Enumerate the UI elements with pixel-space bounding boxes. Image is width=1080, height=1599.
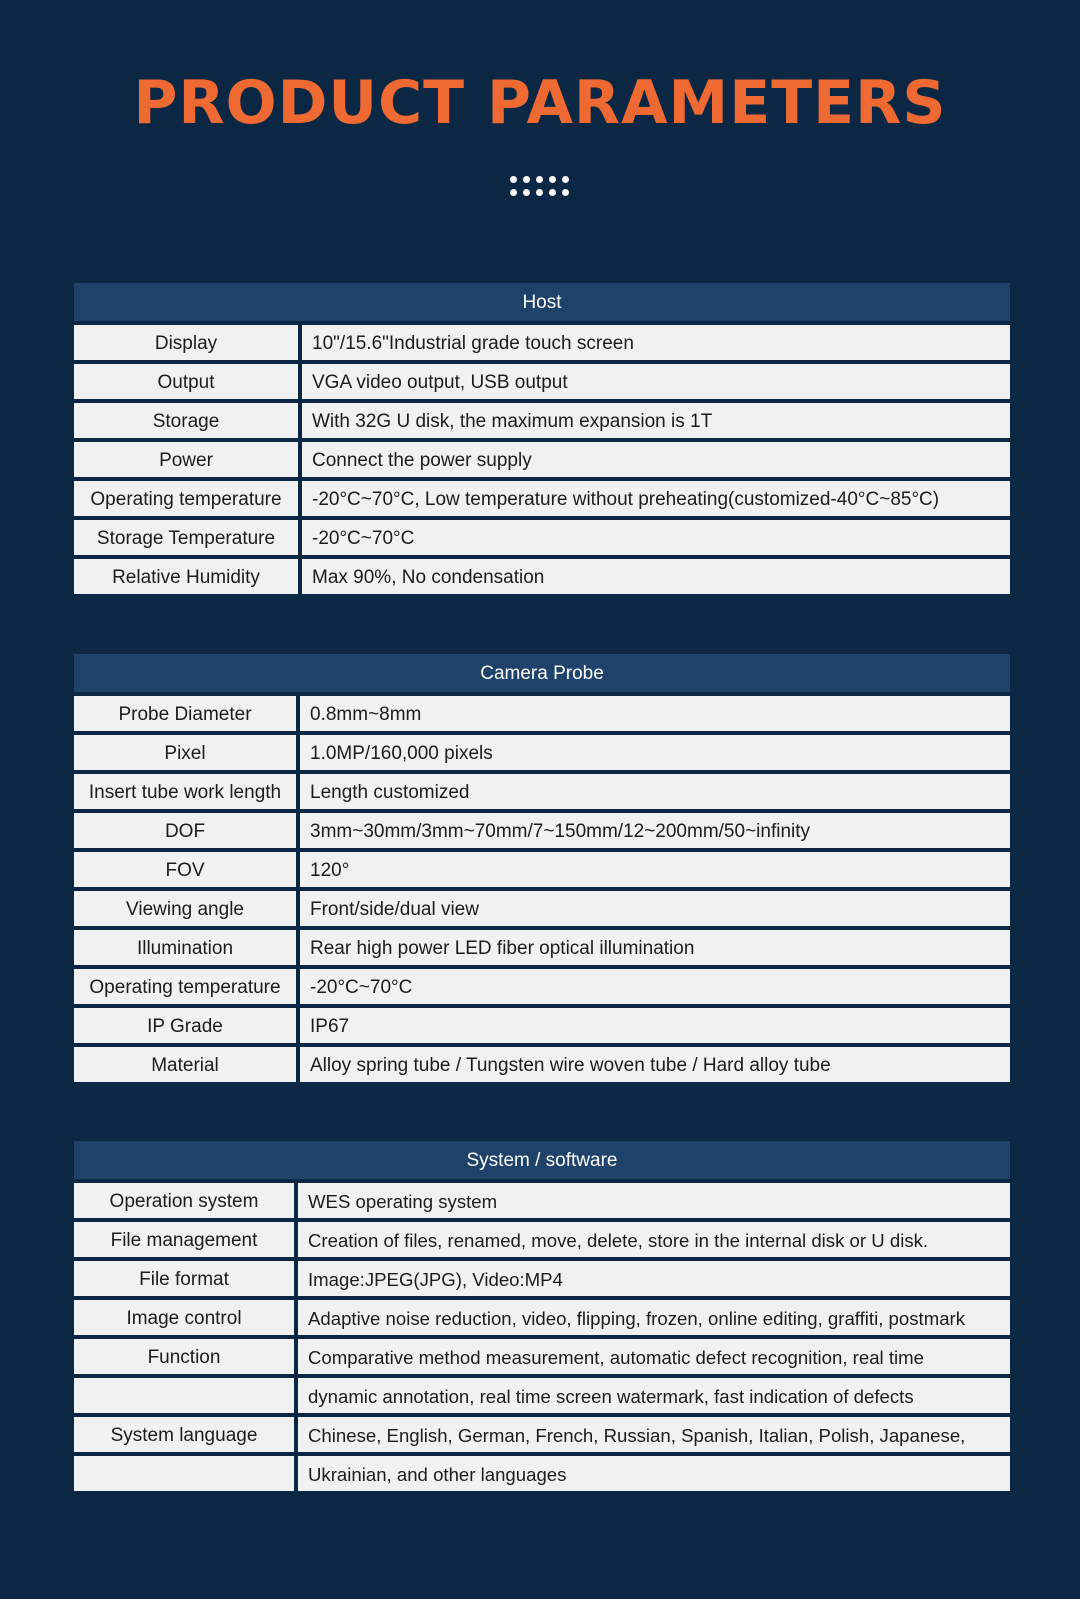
row-label: Pixel [74,735,296,770]
row-label: Illumination [74,930,296,965]
table-row [74,891,1010,926]
row-value: VGA video output, USB output [302,364,1010,399]
row-value: Adaptive noise reduction, video, flipping, frozen, online editing, graffiti, postmark [298,1300,1010,1335]
row-value: 1.0MP/160,000 pixels [300,735,1010,770]
row-label: Output [74,364,298,399]
row-label [74,1378,294,1413]
table-row [74,1300,1010,1335]
row-label: DOF [74,813,296,848]
page-title: PRODUCT PARAMETERS [133,68,947,138]
row-label: Power [74,442,298,477]
table-row [74,1183,1010,1218]
row-value: Chinese, English, German, French, Russian, Spanish, Italian, Polish, Japanese, [298,1417,1010,1452]
row-label: Operating temperature [74,969,296,1004]
row-label: Function [74,1339,294,1374]
table-row [74,969,1010,1004]
row-label: Storage Temperature [74,520,298,555]
row-label: Probe Diameter [74,696,296,731]
row-label: System language [74,1417,294,1452]
row-value: 10"/15.6"Industrial grade touch screen [302,325,1010,360]
row-label: Viewing angle [74,891,296,926]
camera-probe-table [74,654,1010,1086]
table-row [74,1378,1010,1413]
row-value: Max 90%, No condensation [302,559,1010,594]
row-label: Insert tube work length [74,774,296,809]
table-row [74,774,1010,809]
table-row [74,442,1010,477]
row-label: Operation system [74,1183,294,1218]
table-heading: System / software [74,1141,1010,1179]
row-value: Front/side/dual view [300,891,1010,926]
row-value: Comparative method measurement, automatic defect recognition, real time [298,1339,1010,1374]
table-row [74,1222,1010,1257]
row-value: Connect the power supply [302,442,1010,477]
row-label: Storage [74,403,298,438]
table-heading: Host [74,283,1010,321]
table-row [74,520,1010,555]
row-label: File management [74,1222,294,1257]
dots-divider-icon [510,176,572,202]
row-value: Alloy spring tube / Tungsten wire woven tube / Hard alloy tube [300,1047,1010,1082]
table-row [74,325,1010,360]
system-software-table [74,1141,1010,1495]
table-heading: Camera Probe [74,654,1010,692]
table-row [74,735,1010,770]
row-label: Relative Humidity [74,559,298,594]
row-label: Display [74,325,298,360]
table-row [74,1008,1010,1043]
table-row [74,1456,1010,1491]
row-value: -20°C~70°C [302,520,1010,555]
table-row [74,1417,1010,1452]
table-row [74,1339,1010,1374]
row-label: Material [74,1047,296,1082]
row-label: File format [74,1261,294,1296]
row-label: Image control [74,1300,294,1335]
row-value: With 32G U disk, the maximum expansion is 1T [302,403,1010,438]
row-value: 3mm~30mm/3mm~70mm/7~150mm/12~200mm/50~infinity [300,813,1010,848]
table-row [74,1047,1010,1082]
row-value: -20°C~70°C [300,969,1010,1004]
row-label: Operating temperature [74,481,298,516]
row-label: IP Grade [74,1008,296,1043]
host-table [74,283,1010,598]
row-value: Ukrainian, and other languages [298,1456,1010,1491]
table-row [74,1261,1010,1296]
row-value: dynamic annotation, real time screen watermark, fast indication of defects [298,1378,1010,1413]
row-value: -20°C~70°C, Low temperature without preheating(customized-40°C~85°C) [302,481,1010,516]
row-value: Length customized [300,774,1010,809]
row-label: FOV [74,852,296,887]
table-row [74,930,1010,965]
table-row [74,813,1010,848]
row-label [74,1456,294,1491]
table-row [74,696,1010,731]
table-row [74,559,1010,594]
row-value: Image:JPEG(JPG), Video:MP4 [298,1261,1010,1296]
table-row [74,364,1010,399]
table-row [74,852,1010,887]
row-value: IP67 [300,1008,1010,1043]
row-value: Creation of files, renamed, move, delete, store in the internal disk or U disk. [298,1222,1010,1257]
row-value: 120° [300,852,1010,887]
table-row [74,403,1010,438]
row-value: WES operating system [298,1183,1010,1218]
row-value: Rear high power LED fiber optical illumination [300,930,1010,965]
row-value: 0.8mm~8mm [300,696,1010,731]
table-row [74,481,1010,516]
